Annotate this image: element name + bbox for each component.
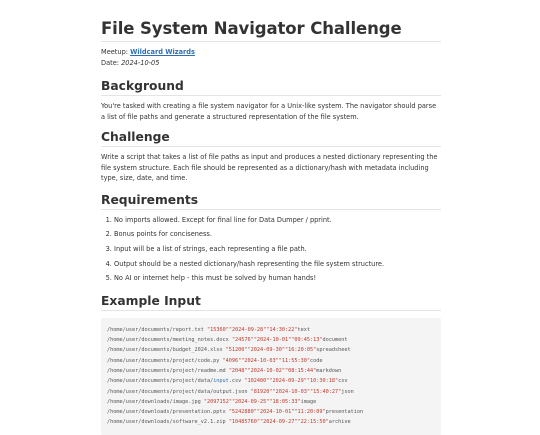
code-date: "2024-09-30" <box>247 347 286 354</box>
code-path: /home/user/documents/project/data/output.json <box>107 388 248 395</box>
requirement-item: 4. Output should be a nested dictionary/hash representing the file system structure. <box>114 259 441 270</box>
code-date: "2024-09-27" <box>260 419 298 426</box>
example-input-heading: Example Input <box>101 294 441 311</box>
code-time: "11:20:09" <box>294 409 326 416</box>
code-time: "22:15:50" <box>297 419 329 426</box>
code-date: "2024-10-01" <box>256 409 295 416</box>
requirement-item: 3. Input will be a list of strings, each representing a file path. <box>114 244 441 255</box>
code-date: "2024-10-02" <box>247 367 286 374</box>
date-label: Date: <box>101 59 119 67</box>
code-date: "2024-10-03" <box>241 357 279 364</box>
background-text: You're tasked with creating a file system navigator for a Unix-like system. The navigator should parse a list of file paths and generate a structured representation of the file system. <box>101 102 437 121</box>
code-size: "51200" <box>225 347 248 354</box>
code-keyword: input <box>213 378 229 385</box>
requirement-item: 2. Bonus points for conciseness. <box>114 229 441 240</box>
code-size: "24576" <box>231 337 254 344</box>
code-path: /home/user/documents/project/readme.md <box>107 367 226 374</box>
meetup-row <box>101 47 441 58</box>
code-line <box>107 366 435 376</box>
code-time: "16:20:05" <box>285 347 317 354</box>
code-time: "10:30:18" <box>306 378 339 385</box>
code-path: /home/user/documents/budget_2024.xlsx <box>107 347 223 354</box>
code-type: csv <box>338 378 348 385</box>
code-size: "2048" <box>228 367 248 374</box>
code-path: /home/user/downloads/software_v2.1.zip <box>107 419 226 426</box>
code-date: "2024-10-03" <box>272 388 311 395</box>
code-size: "5242880" <box>228 409 257 416</box>
requirement-item: 1. No imports allowed. Except for final line for Data Dumper / pprint. <box>114 215 441 226</box>
code-date: "2024-09-28" <box>228 326 267 333</box>
code-line <box>107 387 435 397</box>
code-type: image <box>300 398 317 405</box>
background-heading: Background <box>101 79 441 96</box>
code-path: /home/user/documents/project/code.py <box>107 357 220 364</box>
requirements-list <box>101 215 441 284</box>
code-type: markdown <box>316 367 342 374</box>
code-size: "10485760" <box>228 419 261 426</box>
code-time: "15:40:27" <box>310 388 342 395</box>
code-path: /home/user/documents/report.txt <box>107 326 204 333</box>
meetup-label: Meetup: <box>101 48 128 56</box>
code-path: /home/user/documents/project/data/ <box>107 378 214 385</box>
code-type: archive <box>328 419 351 426</box>
code-size: "2097152" <box>203 398 232 405</box>
code-time: "08:15:44" <box>285 367 317 374</box>
code-date: "2024-09-25" <box>231 398 270 405</box>
code-type: presentation <box>325 409 364 416</box>
code-line <box>107 356 435 366</box>
date-row <box>101 58 441 69</box>
code-line <box>107 407 435 417</box>
code-line <box>107 376 435 386</box>
code-line <box>107 345 435 355</box>
code-date: "2024-10-01" <box>253 337 292 344</box>
challenge-heading: Challenge <box>101 130 441 147</box>
code-type: document <box>322 337 348 344</box>
code-path: .csv <box>228 378 242 385</box>
code-time: "11:55:30" <box>278 357 311 364</box>
code-size: "81920" <box>250 388 273 395</box>
code-time: "14:30:22" <box>266 326 298 333</box>
code-type: json <box>341 388 354 395</box>
code-date: "2024-09-29" <box>269 378 307 385</box>
code-line <box>107 325 435 335</box>
challenge-text: Write a script that takes a list of file paths as input and produces a nested dictionary representing the file system structure. Each file should be represented as a dictionary/hash with metadata including type, size, date, and time. <box>101 153 438 182</box>
code-path: /home/user/downloads/image.jpg <box>107 398 201 405</box>
code-type: spreadsheet <box>316 347 351 354</box>
code-size: "4096" <box>222 357 242 364</box>
requirements-heading: Requirements <box>101 193 441 210</box>
code-type: code <box>310 357 323 364</box>
meta-block <box>101 47 441 69</box>
code-path: /home/user/documents/meeting_notes.docx <box>107 337 229 344</box>
code-time: "09:45:13" <box>291 337 323 344</box>
code-line <box>107 335 435 345</box>
page-title: File System Navigator Challenge <box>101 0 441 42</box>
code-path: /home/user/downloads/presentation.pptx <box>107 409 226 416</box>
code-line <box>107 417 435 427</box>
code-line <box>107 397 435 407</box>
code-type: text <box>297 326 311 333</box>
meetup-link[interactable]: Wildcard Wizards <box>130 48 195 56</box>
example-input-code-block <box>101 318 441 435</box>
code-size: "102400" <box>244 378 270 385</box>
code-time: "18:05:33" <box>269 398 301 405</box>
requirement-item: 5. No AI or internet help - this must be solved by human hands! <box>114 273 441 284</box>
code-size: "15360" <box>206 326 229 333</box>
date-value: 2024-10-05 <box>121 59 160 67</box>
